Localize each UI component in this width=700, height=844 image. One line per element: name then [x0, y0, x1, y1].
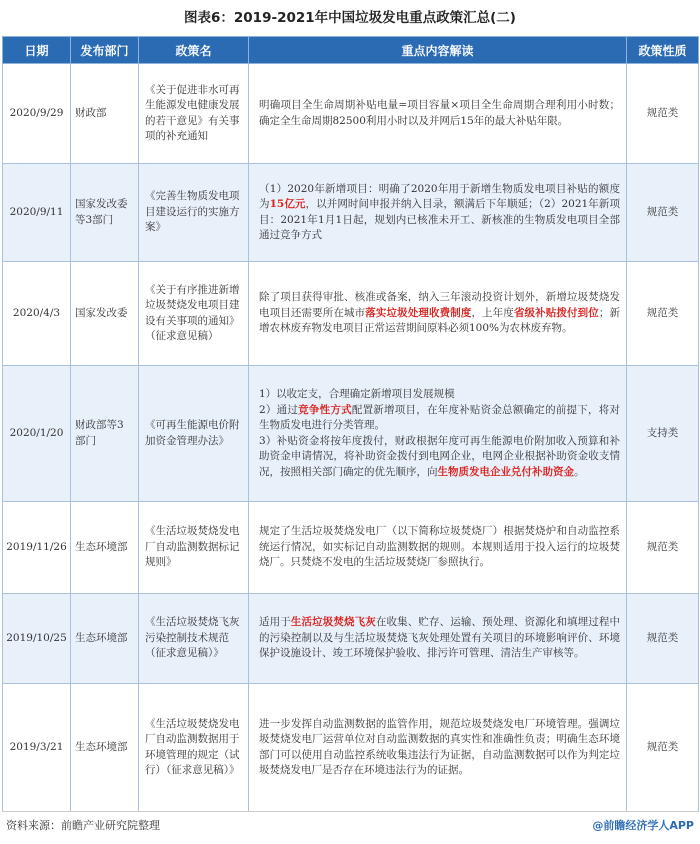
cell-date: 2020/4/3	[3, 262, 71, 366]
cell-content	[249, 594, 627, 684]
cell-policy-name: 《完善生物质发电项目建设运行的实施方案》	[139, 164, 249, 262]
table-row	[3, 262, 699, 366]
table-header-row	[3, 37, 699, 64]
cell-department: 财政部等3部门	[71, 366, 139, 502]
cell-policy-name: 《关于有序推进新增垃圾焚烧发电项目建设有关事项的通知》（征求意见稿）	[139, 262, 249, 366]
content-text: 适用于	[259, 616, 291, 629]
highlight-text: 竞争性方式	[298, 403, 352, 416]
content-text: ，上年度	[471, 306, 514, 319]
table-row	[3, 64, 699, 164]
cell-policy-type: 规范类	[627, 684, 699, 812]
cell-policy-name: 《可再生能源电价附加资金管理办法》	[139, 366, 249, 502]
table-row	[3, 594, 699, 684]
highlight-text: 省级补贴拨付到位	[513, 306, 599, 319]
highlight-text: 落实垃圾处理收费制度	[365, 306, 472, 319]
cell-policy-name: 《生活垃圾焚烧飞灰污染控制技术规范（征求意见稿）》	[139, 594, 249, 684]
cell-content	[249, 262, 627, 366]
cell-policy-name: 《生活垃圾焚烧发电厂自动监测数据用于环境管理的规定（试行）（征求意见稿）》	[139, 684, 249, 812]
cell-content	[249, 502, 627, 594]
content-text: ，以并网时间申报并纳入目录，额满后下年顺延；（2）2021年新项目：2021年1月1日起，规划内已核准未开工、新核准的生物质发电项目全部通过竞争方式	[259, 198, 620, 241]
content-text: 配置新增项目，在年度补贴资金总额确定的前提下，将对生物质发电进行分类管理。	[259, 403, 621, 431]
cell-policy-type: 规范类	[627, 262, 699, 366]
cell-content	[249, 366, 627, 502]
column-header-policy: 政策名	[139, 37, 249, 64]
column-header-department: 发布部门	[71, 37, 139, 64]
content-text: 2）通过	[259, 403, 299, 416]
content-text: 1）以收定支，合理确定新增项目发展规模	[259, 388, 455, 400]
cell-policy-type: 规范类	[627, 594, 699, 684]
source-note: 资料来源：前瞻产业研究院整理	[6, 819, 160, 832]
column-header-type: 政策性质	[627, 37, 699, 64]
content-text: 明确项目全生命周期补贴电量=项目容量×项目全生命周期合理利用小时数；确定全生命周期82500利用小时以及并网后15年的最大补贴年限。	[259, 99, 620, 127]
cell-department: 国家发改委	[71, 262, 139, 366]
table-row	[3, 684, 699, 812]
cell-date: 2019/3/21	[3, 684, 71, 812]
footer-divider	[2, 811, 698, 812]
content-text: 除了项目获得审批、核准或备案，纳入三年滚动投资计划外，新增垃圾焚烧发电项目还需要所在城市	[259, 291, 620, 319]
cell-content	[249, 64, 627, 164]
table-row	[3, 164, 699, 262]
app-credit	[592, 817, 694, 833]
policy-table	[2, 36, 699, 812]
cell-content	[249, 684, 627, 812]
cell-content	[249, 164, 627, 262]
cell-department: 国家发改委等3部门	[71, 164, 139, 262]
cell-date: 2020/9/11	[3, 164, 71, 262]
cell-policy-type: 规范类	[627, 64, 699, 164]
cell-policy-type: 支持类	[627, 366, 699, 502]
cell-date: 2019/10/25	[3, 594, 71, 684]
content-text: 在收集、贮存、运输、预处理、资源化和填埋过程中的污染控制以及与生活垃圾焚烧飞灰处理处置有关项目的环境影响评价、环境保护设施设计、竣工环境保护验收、排污许可管理、清洁生产审核等。	[259, 616, 621, 660]
cell-department: 生态环境部	[71, 502, 139, 594]
highlight-text: 生活垃圾焚烧飞灰	[290, 616, 376, 629]
cell-policy-type: 规范类	[627, 164, 699, 262]
cell-policy-type: 规范类	[627, 502, 699, 594]
footer	[0, 813, 700, 837]
cell-policy-name: 《关于促进非水可再生能源发电健康发展的若干意见》有关事项的补充通知	[139, 64, 249, 164]
table-row	[3, 502, 699, 594]
cell-policy-name: 《生活垃圾焚烧发电厂自动监测数据标记规则》	[139, 502, 249, 594]
highlight-text: 15亿元	[269, 198, 306, 210]
content-text: 3）补贴资金将按年度拨付，财政根据年度可再生能源电价附加收入预算和补助资金申请情况，将补助资金拨付到电网企业，电网企业根据补助资金收支情况，按照相关部门确定的优先顺序，向	[259, 434, 620, 478]
cell-department: 生态环境部	[71, 684, 139, 812]
cell-date: 2020/1/20	[3, 366, 71, 502]
cell-department: 生态环境部	[71, 594, 139, 684]
cell-date: 2020/9/29	[3, 64, 71, 164]
table-row	[3, 366, 699, 502]
app-credit-text: @前瞻经济学人APP	[592, 819, 694, 832]
cell-date: 2019/11/26	[3, 502, 71, 594]
content-text: 规定了生活垃圾焚烧发电厂（以下简称垃圾焚烧厂）根据焚烧炉和自动监控系统运行情况，如实标记自动监测数据的规则。本规则适用于投入运行的垃圾焚烧厂。只焚烧不发电的生活垃圾焚烧厂参照执行。	[259, 525, 620, 569]
content-text: （1）2020年新增项目：明确了2020年用于新增生物质发电项目补贴的额度为	[259, 182, 620, 210]
cell-department: 财政部	[71, 64, 139, 164]
column-header-date: 日期	[3, 37, 71, 64]
content-text: ；新增农林废弃物发电项目正常运营期间原料必须100%为农林废弃物。	[259, 306, 621, 335]
table-title: 图表6：2019-2021年中国垃圾发电重点政策汇总(二)	[184, 10, 516, 26]
content-text: 。	[574, 465, 585, 478]
column-header-content: 重点内容解读	[249, 37, 627, 64]
highlight-text: 生物质发电企业兑付补助资金	[437, 465, 574, 478]
content-text: 进一步发挥自动监测数据的监管作用，规范垃圾焚烧发电厂环境管理。强调垃圾焚烧发电厂运营单位对自动监测数据的真实性和准确性负责；明确生态环境部门可以使用自动监控系统收集违法行为证据，自动监测数据可以作为判定垃圾焚烧发电厂是否存在环境违法行为的证据。	[259, 717, 620, 776]
